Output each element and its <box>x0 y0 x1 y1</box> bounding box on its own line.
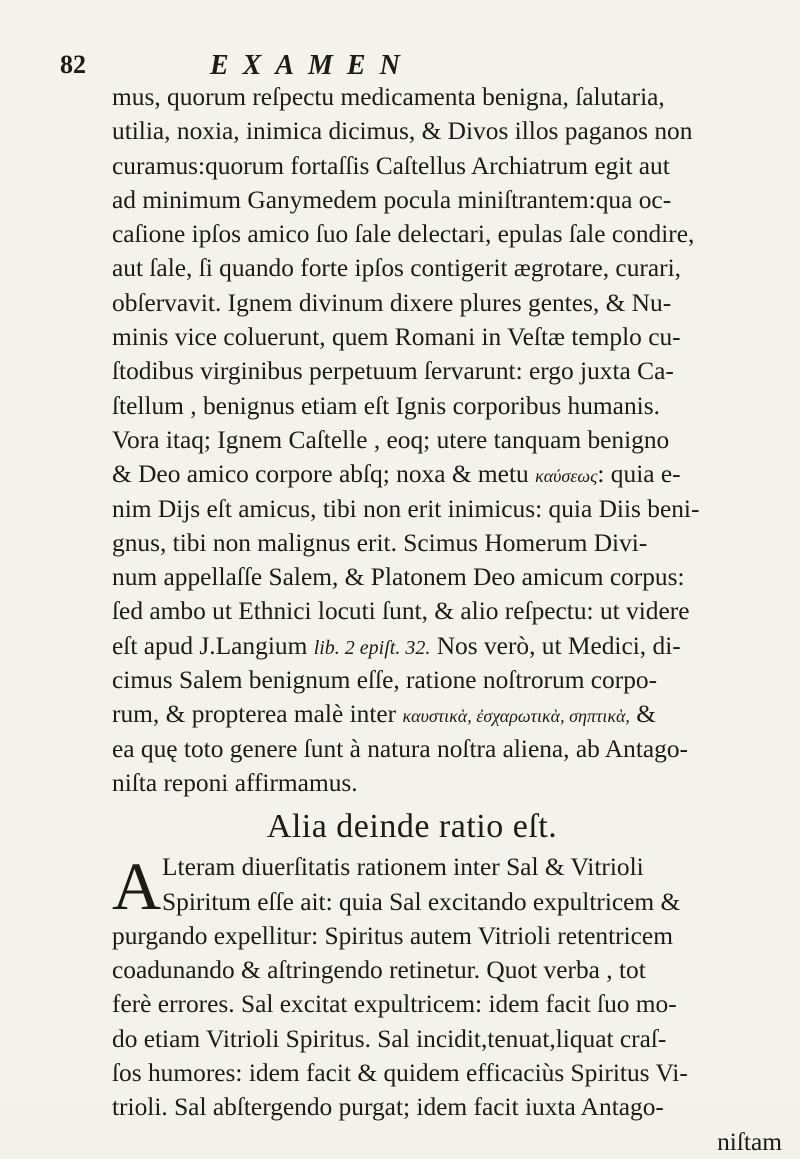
page-header <box>60 50 720 84</box>
text-line: ferè errores. Sal excitat expultricem: idem facit ſuo mo- <box>112 990 677 1019</box>
text-line: utilia, noxia, inimica dicimus, & Divos illos paganos non <box>112 117 693 146</box>
text-line: Vora itaq; Ignem Caſtelle , eoq; utere tanquam benigno <box>112 425 670 454</box>
text-segment: & Deo amico corpore abſq; noxa & metu <box>112 460 529 489</box>
text-line: trioli. Sal abſtergendo purgat; idem facit iuxta Antago- <box>112 1093 664 1122</box>
greek-word: καύσεως <box>535 466 598 487</box>
text-line: ſos humores: idem facit & quidem efficaciùs Spiritus Vi- <box>112 1059 688 1088</box>
text-line: ad minimum Ganymedem pocula miniſtrantem:qua oc- <box>112 185 672 214</box>
text-segment: rum, & propterea malè inter <box>112 700 397 729</box>
text-line: aut ſale, ſi quando forte ipſos contigerit ægrotare, curari, <box>112 254 681 283</box>
text-line: cimus Salem benignum eſſe, ratione noſtrorum corpo- <box>112 666 658 695</box>
text-line <box>112 457 792 491</box>
text-segment: Lteram diuerſitatis rationem inter Sal & Vitrioli <box>162 853 644 882</box>
text-line: ſtellum , benignus etiam eſt Ignis corporibus humanis. <box>112 391 660 420</box>
text-line <box>112 697 792 731</box>
catchword: niſtam <box>717 1127 782 1156</box>
text-line: num appellaſſe Salem, & Platonem Deo amicum corpus: <box>112 563 685 592</box>
text-line: Spiritum eſſe ait: quia Sal excitando expultricem & <box>162 887 681 916</box>
text-line: niſta reponi affirmamus. <box>112 768 358 797</box>
text-line: ſed ambo ut Ethnici locuti ſunt, & alio reſpectu: ut videre <box>112 597 690 626</box>
body-text <box>112 80 792 1159</box>
text-line: ea quę toto genere ſunt à natura noſtra aliena, ab Antago- <box>112 734 688 763</box>
text-line: obſervavit. Ignem divinum dixere plures gentes, & Nu- <box>112 288 672 317</box>
text-line: do etiam Vitrioli Spiritus. Sal incidit,tenuat,liquat craſ- <box>112 1024 667 1053</box>
page-number: 82 <box>60 50 86 79</box>
text-line: curamus:quorum fortaſſis Caſtellus Archiatrum egit aut <box>112 151 670 180</box>
text-line: gnus, tibi non malignus erit. Scimus Homerum Divi- <box>112 528 648 557</box>
text-segment: & <box>636 700 657 729</box>
text-segment: eſt apud J.Langium <box>112 631 308 660</box>
greek-words: καυστικὰ, ἐσχαρωτικὰ, σηπτικὰ, <box>402 706 630 727</box>
text-line: caſione ipſos amico ſuo ſale delectari, epulas ſale condire, <box>112 220 695 249</box>
text-line: coadunando & aſtringendo retinetur. Quot verba , tot <box>112 956 646 985</box>
section-heading: Alia deinde ratio eſt. <box>266 808 558 846</box>
text-line <box>112 629 792 663</box>
text-line: mus, quorum reſpectu medicamenta benigna, ſalutaria, <box>112 83 665 111</box>
text-segment: Nos verò, ut Medici, di- <box>436 631 681 660</box>
text-line: minis vice coluerunt, quem Romani in Veſtæ templo cu- <box>112 323 681 352</box>
text-line: purgando expellitur: Spiritus autem Vitrioli retentricem <box>112 921 673 950</box>
text-line: ſtodibus virginibus perpetuum ſervarunt: ergo juxta Ca- <box>112 357 674 386</box>
running-head: EXAMEN <box>210 50 414 81</box>
text-segment: : quia e- <box>597 460 681 489</box>
text-line: nim Dijs eſt amicus, tibi non erit inimicus: quia Diis beni- <box>112 494 700 523</box>
citation: lib. 2 epiſt. 32. <box>313 636 431 659</box>
drop-cap: A <box>112 848 162 925</box>
